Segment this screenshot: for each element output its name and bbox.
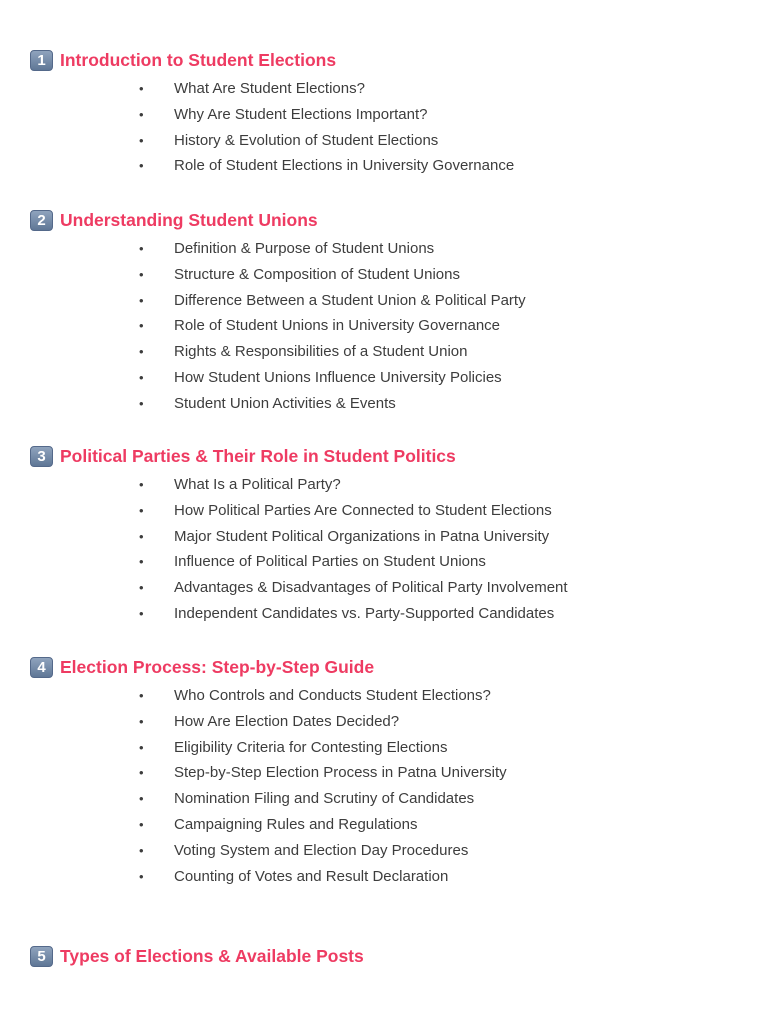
list-item	[30, 76, 748, 102]
list-item	[30, 709, 748, 735]
list-item-text: Role of Student Unions in University Governance	[174, 317, 501, 335]
list-item-text: Definition & Purpose of Student Unions	[174, 240, 435, 257]
section-1	[30, 48, 748, 179]
list-item-text: What Are Student Elections?	[174, 80, 365, 97]
list-item	[30, 365, 748, 391]
list-item-text: Eligibility Criteria for Contesting Elections	[174, 738, 448, 756]
section-heading	[30, 444, 748, 468]
list-item	[30, 524, 748, 550]
bullet-icon: •	[139, 266, 144, 282]
list-item	[30, 339, 748, 365]
list-item-text: How Are Election Dates Decided?	[174, 712, 400, 730]
list-item	[30, 498, 748, 524]
list-item	[30, 236, 748, 262]
list-item	[30, 102, 748, 128]
section-4	[30, 655, 748, 889]
list-item-text: Major Student Political Organizations in Patna University	[174, 527, 550, 545]
list-item	[30, 472, 748, 498]
list-item-text: History & Evolution of Student Elections	[174, 131, 439, 149]
bullet-icon: •	[139, 158, 144, 174]
bullet-icon: •	[139, 106, 144, 122]
section-heading	[30, 48, 748, 72]
list-item-text: Independent Candidates vs. Party-Supported Candidates	[174, 604, 555, 622]
number-1-icon: 1	[30, 50, 53, 71]
section-title: Election Process: Step-by-Step Guide	[60, 656, 375, 677]
bullet-icon: •	[139, 688, 144, 703]
list-item-text: Role of Student Elections in University Governance	[174, 157, 515, 175]
number-5-icon: 5	[30, 946, 53, 967]
bullet-icon: •	[139, 605, 144, 621]
list-item-text: Rights & Responsibilities of a Student Union	[174, 343, 468, 361]
topic-list	[30, 76, 748, 179]
bullet-icon: •	[139, 292, 144, 308]
number-2-icon: 2	[30, 210, 53, 231]
section-heading	[30, 655, 748, 679]
bullet-icon: •	[139, 816, 144, 832]
list-item	[30, 313, 748, 339]
bullet-icon: •	[139, 502, 144, 518]
section-title: Political Parties & Their Role in Student Politics	[60, 445, 456, 466]
list-item	[30, 153, 748, 179]
list-item	[30, 864, 748, 890]
list-item	[30, 288, 748, 314]
bullet-icon: •	[139, 369, 144, 385]
list-item	[30, 760, 748, 786]
section-3	[30, 444, 748, 627]
section-title: Understanding Student Unions	[60, 209, 318, 230]
list-item-text: Advantages & Disadvantages of Political Party Involvement	[174, 579, 568, 597]
bullet-icon: •	[139, 132, 144, 148]
list-item	[30, 683, 748, 709]
section-5	[30, 944, 748, 968]
number-4-icon: 4	[30, 657, 53, 678]
list-item-text: How Political Parties Are Connected to Student Elections	[174, 501, 552, 519]
list-item-text: What Is a Political Party?	[174, 476, 341, 493]
number-3-icon: 3	[30, 446, 53, 467]
list-item-text: Who Controls and Conducts Student Elections?	[174, 687, 491, 704]
list-item	[30, 549, 748, 575]
bullet-icon: •	[139, 528, 144, 544]
bullet-icon: •	[139, 81, 144, 96]
bullet-icon: •	[139, 477, 144, 492]
list-item-text: Campaigning Rules and Regulations	[174, 815, 418, 833]
list-item	[30, 735, 748, 761]
list-item-text: Why Are Student Elections Important?	[174, 105, 428, 123]
bullet-icon: •	[139, 580, 144, 596]
bullet-icon: •	[139, 395, 144, 411]
section-title: Introduction to Student Elections	[60, 49, 337, 70]
bullet-icon: •	[139, 739, 144, 755]
list-item-text: Counting of Votes and Result Declaration	[174, 867, 449, 885]
section-heading	[30, 208, 748, 232]
list-item	[30, 575, 748, 601]
bullet-icon: •	[139, 868, 144, 884]
list-item-text: Structure & Composition of Student Unions	[174, 265, 460, 283]
list-item-text: Step-by-Step Election Process in Patna University	[174, 764, 507, 782]
list-item-text: Difference Between a Student Union & Political Party	[174, 291, 526, 309]
bullet-icon: •	[139, 842, 144, 858]
list-item	[30, 786, 748, 812]
list-item-text: Student Union Activities & Events	[174, 394, 396, 412]
list-item	[30, 391, 748, 417]
bullet-icon: •	[139, 344, 144, 360]
topic-list	[30, 683, 748, 889]
list-item	[30, 128, 748, 154]
list-item	[30, 838, 748, 864]
bullet-icon: •	[139, 791, 144, 807]
list-item-text: Influence of Political Parties on Student Unions	[174, 553, 486, 571]
bullet-icon: •	[139, 554, 144, 570]
list-item	[30, 601, 748, 627]
list-item	[30, 812, 748, 838]
section-2	[30, 208, 748, 417]
bullet-icon: •	[139, 713, 144, 729]
bullet-icon: •	[139, 241, 144, 256]
list-item-text: Nomination Filing and Scrutiny of Candidates	[174, 790, 475, 808]
topic-list	[30, 236, 748, 417]
list-item-text: How Student Unions Influence University Policies	[174, 368, 502, 386]
section-title: Types of Elections & Available Posts	[60, 945, 364, 966]
list-item	[30, 262, 748, 288]
bullet-icon: •	[139, 318, 144, 334]
topic-list	[30, 472, 748, 627]
bullet-icon: •	[139, 765, 144, 781]
list-item-text: Voting System and Election Day Procedures	[174, 841, 469, 859]
section-heading	[30, 944, 748, 968]
